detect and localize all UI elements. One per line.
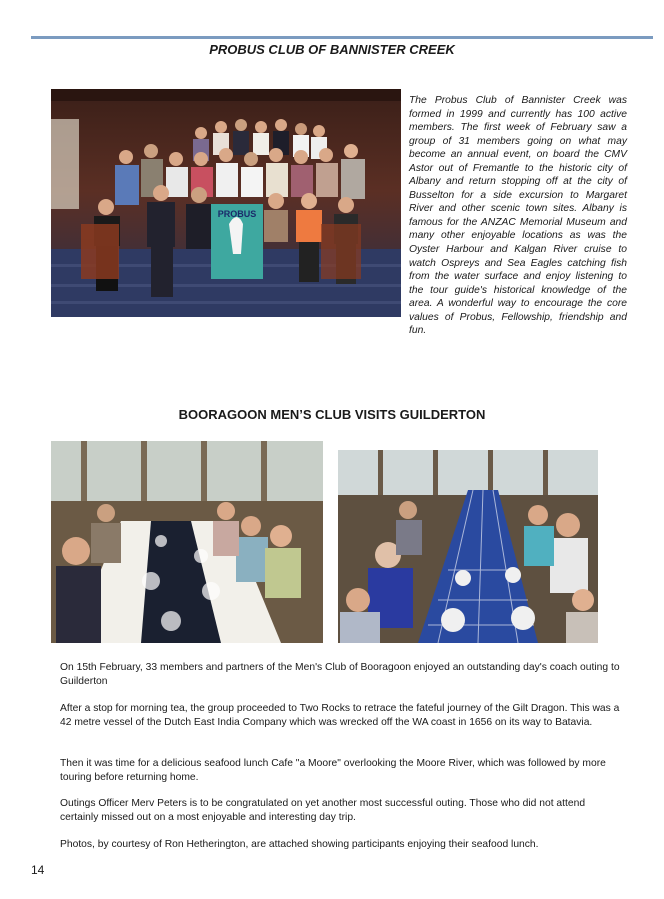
section-title-probus: PROBUS CLUB OF BANNISTER CREEK: [209, 42, 455, 57]
booragoon-paragraph: On 15th February, 33 members and partners of the Men's Club of Booragoon enjoyed an outstanding day's coach outing to Guilderton: [60, 662, 620, 688]
booragoon-paragraph: Then it was time for a delicious seafood lunch Cafe "a Moore" overlooking the Moore River, which was followed by more touring before returning home.: [60, 758, 606, 784]
probus-intro-text: The Probus Club of Bannister Creek was formed in 1999 and currently has 100 active members. The first week of February saw a group of 31 members going on what may become an annual event, on board the CMV Astor out of Fremantle to the historic city of Albany and return stopping off at the city of Busselton for a side excursion to Margaret River and other scenic town sites. Albany is famous for the ANZAC Memorial Museum and many other enjoyable locations as was the Oyster Harbour and Kalgan River cruise to watch Ospreys and Sea Eagles catching fish from the water surface and enjoy listening to the tour guide's historical knowledge of the area. A wonderful way to encourage the core values of Probus, Fellowship, friendship and fun.: [409, 95, 627, 337]
section-title-booragoon: BOORAGOON MEN’S CLUB VISITS GUILDERTON: [178, 407, 486, 422]
booragoon-paragraph: After a stop for morning tea, the group proceeded to Two Rocks to retrace the fateful journey of the Gilt Dragon. This was a 42 metre vessel of the Dutch East India Company which was wrecked off the WA coast in 1656 on its way to Batavia.: [60, 703, 620, 729]
probus-banner-text: PROBUS: [217, 209, 257, 219]
page-number: 14: [31, 863, 45, 877]
booragoon-paragraph: Outings Officer Merv Peters is to be congratulated on yet another most successful outing. Those who did not attend certainly missed out on a most enjoyable and interesting day trip.: [60, 798, 586, 824]
booragoon-paragraph: Photos, by courtesy of Ron Hetherington, are attached showing participants enjoying their seafood lunch.: [60, 839, 539, 850]
header-rule: [31, 36, 653, 39]
lunch-photo-left: [51, 441, 323, 643]
lunch-photo-right: [338, 450, 598, 643]
probus-group-photo: [51, 89, 401, 317]
